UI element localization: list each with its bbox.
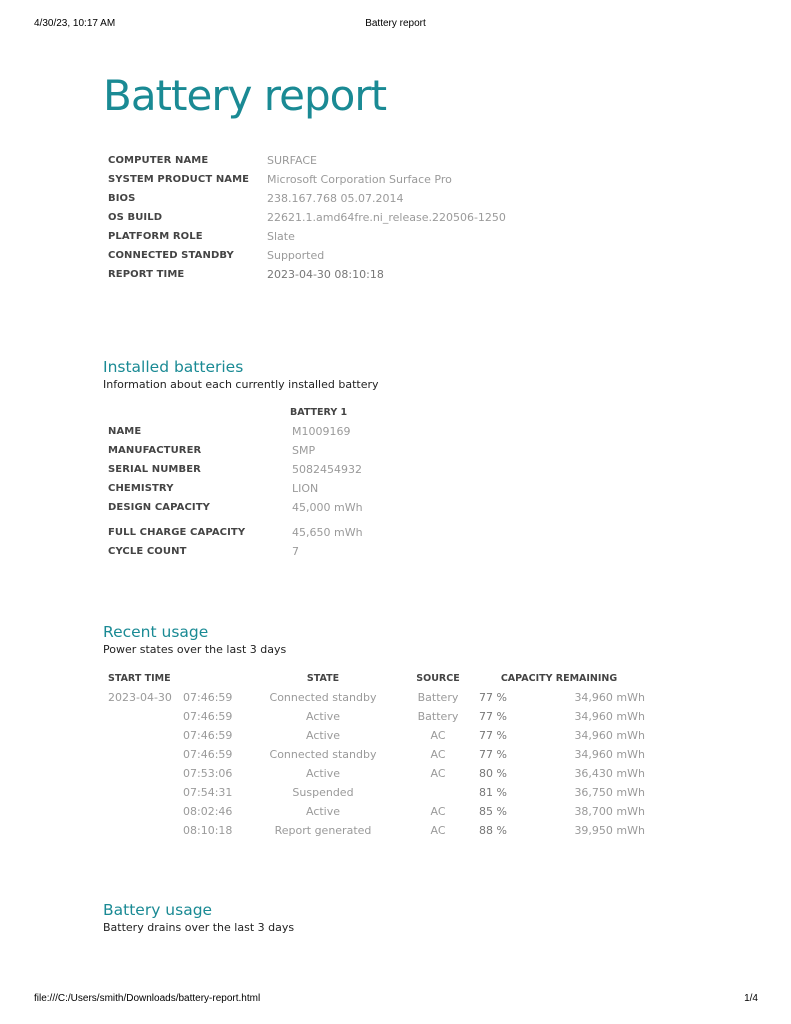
system-info-key: PLATFORM ROLE [108,231,203,242]
report-time-value: 2023-04-30 08:10:18 [267,268,384,281]
system-info-key: OS BUILD [108,212,163,223]
usage-state: Active [305,729,341,742]
table-row [104,688,645,707]
source-header: SOURCE [416,673,460,684]
print-page-number: 1/4 [744,993,758,1004]
usage-time: 07:46:59 [183,748,233,761]
usage-mwh: 34,960 mWh [574,748,645,761]
usage-state: Active [305,805,341,818]
system-info-value: SURFACE [267,154,317,167]
system-info-key: CONNECTED STANDBY [108,250,234,261]
battery-info-key: DESIGN CAPACITY [108,502,210,513]
print-footer [0,993,791,1009]
usage-date [104,726,183,745]
battery-info-value: 7 [292,545,299,558]
usage-time: 07:46:59 [183,729,233,742]
usage-mwh: 36,430 mWh [574,767,645,780]
usage-percent: 81 % [479,786,507,799]
usage-date [104,783,183,802]
system-info-value: Supported [267,249,325,262]
usage-date [104,802,183,821]
battery-info-key: FULL CHARGE CAPACITY [108,527,246,538]
battery-info-key: NAME [108,426,142,437]
system-info-key: SYSTEM PRODUCT NAME [108,174,250,185]
usage-state: Report generated [274,824,372,837]
usage-mwh: 38,700 mWh [574,805,645,818]
usage-source: Battery [417,710,459,723]
state-header: STATE [306,673,340,684]
battery-info-value: SMP [292,444,316,457]
usage-mwh: 39,950 mWh [574,824,645,837]
recent-usage-table [104,669,645,840]
usage-percent: 88 % [479,824,507,837]
battery-info-key: MANUFACTURER [108,445,202,456]
usage-mwh: 36,750 mWh [574,786,645,799]
usage-percent: 77 % [479,729,507,742]
recent-usage-heading: Recent usage [103,623,209,641]
system-info-value: Microsoft Corporation Surface Pro [267,173,452,186]
battery-info-key: SERIAL NUMBER [108,464,201,475]
usage-mwh: 34,960 mWh [574,710,645,723]
installed-batteries-heading: Installed batteries [103,358,244,376]
usage-state: Connected standby [269,691,377,704]
usage-percent: 77 % [479,748,507,761]
table-row [104,707,645,726]
usage-state: Connected standby [269,748,377,761]
usage-state: Active [305,710,341,723]
usage-date [104,821,183,840]
table-row [104,783,645,802]
usage-source: AC [430,748,446,761]
usage-state: Active [305,767,341,780]
system-info-key: COMPUTER NAME [108,155,209,166]
print-datetime: 4/30/23, 10:17 AM [34,18,116,29]
usage-time: 07:46:59 [183,710,233,723]
usage-mwh: 34,960 mWh [574,729,645,742]
battery-column-header: BATTERY 1 [290,407,348,418]
battery-info-value: 45,000 mWh [292,501,363,514]
table-row [104,802,645,821]
recent-usage-header-row [104,669,645,688]
print-header [0,18,791,34]
usage-source: AC [430,767,446,780]
usage-date [104,745,183,764]
table-row [104,764,645,783]
system-info-value: 238.167.768 05.07.2014 [267,192,404,205]
recent-usage-subtitle: Power states over the last 3 days [103,643,287,656]
usage-date: 2023-04-30 [108,691,172,704]
capacity-header: CAPACITY REMAINING [500,673,618,684]
system-info-value: 22621.1.amd64fre.ni_release.220506-1250 [267,211,506,224]
table-row [104,745,645,764]
battery-info-value: LION [292,482,319,495]
print-title: Battery report [365,18,426,29]
usage-time: 07:46:59 [183,691,233,704]
usage-source [403,783,473,802]
page-title: Battery report [103,71,387,120]
usage-percent: 85 % [479,805,507,818]
battery-info-key: CYCLE COUNT [108,546,187,557]
usage-date [104,764,183,783]
system-info-value: Slate [267,230,295,243]
usage-mwh: 34,960 mWh [574,691,645,704]
battery-info-value: M1009169 [292,425,351,438]
usage-date [104,707,183,726]
usage-time: 08:10:18 [183,824,233,837]
usage-source: Battery [417,691,459,704]
battery-info-value: 5082454932 [292,463,362,476]
usage-time: 08:02:46 [183,805,233,818]
usage-source: AC [430,805,446,818]
usage-time: 07:54:31 [183,786,233,799]
table-row [104,726,645,745]
usage-percent: 77 % [479,710,507,723]
battery-usage-subtitle: Battery drains over the last 3 days [103,921,295,934]
usage-source: AC [430,729,446,742]
usage-percent: 80 % [479,767,507,780]
installed-batteries-subtitle: Information about each currently installed battery [103,378,379,391]
usage-percent: 77 % [479,691,507,704]
battery-info-value: 45,650 mWh [292,526,363,539]
system-info-key: BIOS [108,193,136,204]
print-url: file:///C:/Users/smith/Downloads/battery-report.html [34,993,261,1004]
system-info-key: REPORT TIME [108,269,185,280]
usage-state: Suspended [292,786,354,799]
battery-usage-heading: Battery usage [103,901,213,919]
usage-source: AC [430,824,446,837]
usage-time: 07:53:06 [183,767,233,780]
battery-info-key: CHEMISTRY [108,483,174,494]
start-time-header: START TIME [108,673,171,684]
table-row [104,821,645,840]
